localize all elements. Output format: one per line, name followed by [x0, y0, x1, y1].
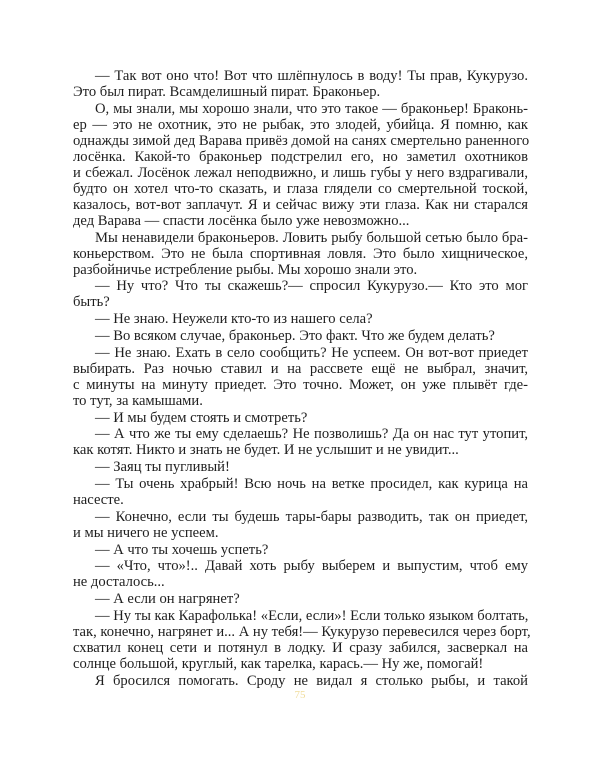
text-line: О, мы знали, мы хорошо знали, что это такое — браконьер! Браконь-	[95, 100, 528, 117]
text-line: — «Что, что»!.. Давай хоть рыбу выберем и выпустим, чтоб ему	[95, 558, 528, 575]
text-line: быть?	[73, 294, 110, 311]
text-line: однажды зимой дед Варава привёз домой на санях смертельно раненного	[73, 132, 530, 149]
text-line: — А что же ты ему сделаешь? Не позволишь? Да он нас тут утопит,	[95, 426, 528, 443]
book-page-text	[73, 68, 531, 690]
text-line: — Не знаю. Ехать в село сообщить? Не успеем. Он вот-вот приедет	[95, 344, 528, 361]
text-line: Я бросился помогать. Сроду не видал я столько рыбы, и такой	[95, 672, 528, 689]
paragraph	[73, 607, 531, 672]
text-line: разбойничье истребление рыбы. Мы хорошо знали это.	[73, 261, 418, 278]
page-number: 75	[294, 689, 306, 701]
text-line: — Конечно, если ты будешь тары-бары разводить, так он приедет,	[95, 508, 528, 525]
text-line: с минуты на минуту приедет. Это точно. Может, он уже плывёт где-	[73, 376, 528, 393]
text-line: — А что ты хочешь успеть?	[95, 541, 269, 558]
text-line: солнце большой, круглый, как тарелка, карась.— Ну же, помогай!	[73, 655, 484, 672]
paragraph	[73, 230, 528, 278]
text-line: — Так вот оно что! Вот что шлёпнулось в воду! Ты прав, Кукурузо.	[95, 68, 528, 84]
paragraph	[73, 426, 528, 458]
text-line: лосёнка. Какой-то браконьер подстрелил его, но заметил охотников	[73, 148, 528, 165]
text-line: — И мы будем стоять и смотреть?	[95, 409, 308, 426]
text-line: насесте.	[73, 491, 124, 508]
paragraph	[73, 101, 528, 229]
text-line: как котят. Никто и знать не будет. И не услышит и не увидит...	[73, 442, 459, 459]
text-line: так, конечно, нагрянет и... А ну тебя!— Кукурузо перевесился через борт,	[73, 623, 531, 640]
text-line: — Ну ты как Карафолька! «Если, если»! Если только языком болтать,	[95, 607, 529, 624]
text-line: дед Варава — спасти лосёнка было уже невозможно...	[73, 212, 410, 229]
paragraph	[73, 410, 528, 426]
paragraph	[73, 328, 528, 344]
paragraph	[73, 278, 528, 310]
paragraph	[73, 459, 528, 475]
text-line: казалось, вот-вот заплачут. Я и сейчас вижу эти глаза. Как ни старался	[73, 196, 528, 213]
paragraph	[73, 542, 528, 558]
paragraph	[73, 476, 528, 508]
paragraph	[73, 68, 528, 100]
paragraph	[73, 311, 528, 327]
text-line: — Ну что? Что ты скажешь?— спросил Кукурузо.— Кто это мог	[95, 278, 528, 295]
text-line: Мы ненавидели браконьеров. Ловить рыбу большой сетью было бра-	[95, 229, 528, 246]
text-line: — Заяц ты пугливый!	[95, 459, 230, 476]
text-line: и мы ничего не успеем.	[73, 524, 219, 541]
paragraph	[73, 558, 528, 590]
text-line: будто он хотел что-то сказать, и глаза глядели со смертельной тоской,	[73, 180, 528, 197]
text-line: не досталось...	[73, 574, 165, 591]
paragraph	[73, 345, 528, 409]
text-line: ер — это не охотник, это не рыбак, это злодей, убийца. Я помню, как	[73, 116, 528, 133]
paragraph	[73, 673, 528, 689]
text-line: Это был пират. Всамделишный пират. Браконьер.	[73, 84, 381, 100]
text-line: — Ты очень храбрый! Всю ночь на ветке просидел, как курица на	[95, 475, 528, 492]
paragraph	[73, 509, 528, 541]
text-line: то тут, за камышами.	[73, 392, 203, 409]
text-line: — Не знаю. Неужели кто-то из нашего села?	[95, 311, 373, 328]
text-line: коньерством. Это не была спортивная ловля. Это было хищническое,	[73, 245, 528, 262]
text-line: выбирать. Раз ночью ставил и на рассвете ещё не выбрал, значит,	[73, 360, 528, 377]
text-line: и сбежал. Лосёнок лежал неподвижно, и лишь губы у него вздрагивали,	[73, 164, 528, 181]
text-line: — А если он нагрянет?	[95, 591, 240, 608]
text-line: — Во всяком случае, браконьер. Это факт. Что же будем делать?	[95, 327, 495, 344]
paragraph	[73, 591, 528, 607]
text-line: схватил конец сети и потянул в лодку. И сразу забился, засверкал на	[73, 639, 528, 656]
